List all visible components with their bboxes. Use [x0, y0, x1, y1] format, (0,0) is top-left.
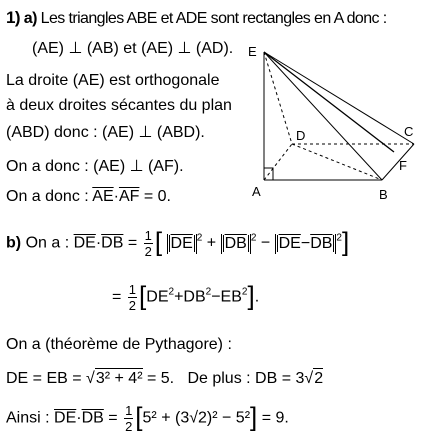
- norm-DE: $\overline{DE}$: [167, 234, 197, 254]
- part-b-line: b) On a : $\overline{DE}\cdot\overline{DB}$ = $\frac{1}{2}$ [ $\overline{DE}$ $^2 + \overline{DB}$ $^2 - \overline{DE}-\overline{DB}$ $^2$]: [6, 226, 350, 259]
- conclusion-2: On a donc : $\overline{AE}\cdot\overline{AF} = 0$.: [6, 188, 171, 205]
- intro-text: Les triangles ABE et ADE sont rectangles en A donc :: [40, 10, 387, 27]
- part-b-prefix: On a :: [25, 234, 70, 252]
- final-line: Ainsi : $\overline{DE}\cdot\overline{DB}$ = $\frac{1}{2}$ [5² + (3√2)² − 5²] = 9.: [6, 401, 289, 434]
- conclusion-1: On a donc : (AE) ⊥ (AF).: [6, 158, 184, 175]
- vector-AE: $\overline{AE}$: [92, 188, 114, 205]
- point-E: E: [248, 44, 257, 59]
- pythagore-line: On a (théorème de Pythagore) :: [6, 336, 232, 353]
- vector-DE: $\overline{DE}$: [73, 234, 96, 252]
- point-B: B: [379, 187, 388, 202]
- half-fraction-3: $\frac{1}{2}$: [125, 403, 133, 434]
- vector-DB: $\overline{DB}$: [101, 234, 124, 252]
- final-body: 5² + (3√2)² − 5²: [142, 409, 251, 427]
- question-number: 1): [6, 8, 20, 27]
- point-F: F: [399, 158, 407, 173]
- pyramid-figure: [246, 42, 418, 212]
- expanded-line: = $\frac{1}{2}$ $[DE^2+DB^2-EB^2]$.: [112, 280, 260, 313]
- conclusion-2-prefix: On a donc :: [6, 188, 89, 205]
- perp-pair: (AE) ⊥ (AB) et (AE) ⊥ (AD).: [32, 40, 234, 57]
- point-C: C: [404, 124, 414, 139]
- intro-line: [6, 8, 387, 29]
- conclusion-2-suffix: = 0.: [143, 188, 171, 205]
- point-D: D: [296, 128, 306, 143]
- lengths-line: DE = EB = √3² + 4² = 5. De plus : DB = 3√2: [6, 370, 324, 387]
- orth-line-3: (ABD) donc : (AE) ⊥ (ABD).: [6, 124, 205, 141]
- half-fraction: $\frac{1}{2}$: [144, 228, 152, 259]
- orth-line-2: à deux droites sécantes du plan: [6, 97, 232, 114]
- orth-line-1: La droite (AE) est orthogonale: [6, 72, 220, 89]
- half-fraction-2: $\frac{1}{2}$: [128, 282, 137, 313]
- part-b-label: b): [6, 234, 22, 252]
- part-a-label: a): [23, 10, 37, 27]
- norm-difference: $\overline{DE}-\overline{DB}$: [275, 234, 337, 254]
- sqrt-radicand: 3² + 4²: [95, 370, 143, 387]
- norm-DB: $\overline{DB}$: [221, 234, 251, 254]
- point-A: A: [252, 184, 261, 199]
- vector-AF: $\overline{AF}$: [118, 188, 140, 205]
